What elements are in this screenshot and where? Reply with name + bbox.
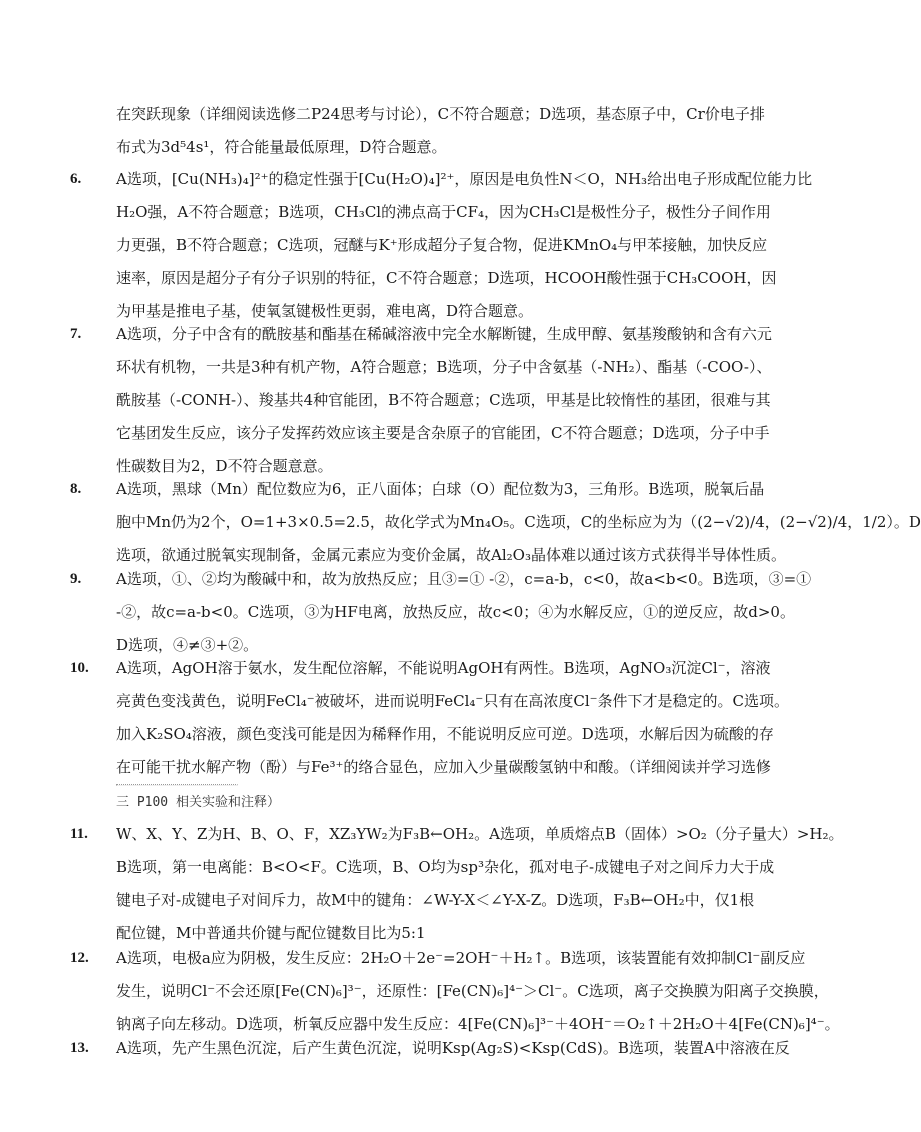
text-line: A选项，①、②均为酸碱中和，故为放热反应；且③=① -②，c=a-b，c<0，故a<b<0。B选项，③=① <box>116 570 812 588</box>
text-line: 加入K₂SO₄溶液，颜色变浅可能是因为稀释作用，不能说明反应可逆。D选项，水解后因为硫酸的存 <box>116 725 774 743</box>
text-line: 环状有机物，一共是3种有机产物，A符合题意；B选项，分子中含氨基（-NH₂）、酯基（-COO-）、 <box>116 358 772 376</box>
item-number: 13. <box>70 1040 89 1056</box>
answer-item-8 <box>70 473 921 572</box>
item-body <box>116 818 844 950</box>
text-line: 力更强，B不符合题意；C选项，冠醚与K⁺形成超分子复合物，促进KMnO₄与甲苯接触，加快反应 <box>116 236 768 254</box>
text-line: A选项，分子中含有的酰胺基和酯基在稀碱溶液中完全水解断键，生成甲醇、氨基羧酸钠和含有六元 <box>116 325 772 343</box>
answer-item-6 <box>70 163 813 328</box>
text-line: A选项，电极a应为阴极，发生反应：2H₂O＋2e⁻=2OH⁻＋H₂↑。B选项，该装置能有效抑制Cl⁻副反应 <box>116 949 806 967</box>
text-line: 布式为3d⁵4s¹，符合能量最低原理，D符合题意。 <box>116 138 447 156</box>
text-line: A选项，先产生黑色沉淀，后产生黄色沉淀，说明Ksp(Ag₂S)<Ksp(CdS)。B选项，装置A中溶液在反 <box>116 1039 790 1057</box>
text-line: 速率，原因是超分子有分子识别的特征，C不符合题意；D选项，HCOOH酸性强于CH₃COOH，因 <box>116 269 777 287</box>
text-line: 钠离子向左移动。D选项，析氧反应器中发生反应：4[Fe(CN)₆]³⁻＋4OH⁻＝O₂↑＋2H₂O＋4[Fe(CN)₆]⁴⁻。 <box>116 1015 840 1033</box>
text-line: 性碳数目为2，D不符合题意意。 <box>116 457 333 475</box>
text-line: 胞中Mn仍为2个，O=1+3×0.5=2.5，故化学式为Mn₄O₅。C选项，C的坐标应为为（(2−√2)/4，(2−√2)/4，1/2）。D <box>116 513 921 531</box>
text-line: 酰胺基（-CONH-）、羧基共4种官能团，B不符合题意；C选项，甲基是比较惰性的基团，很难与其 <box>116 391 771 409</box>
item-body <box>116 163 813 328</box>
text-line: A选项，黑球（Mn）配位数应为6，正八面体；白球（O）配位数为3，三角形。B选项，脱氧后晶 <box>116 480 765 498</box>
text-line: 为甲基是推电子基，使氧氢键极性更弱，难电离，D符合题意。 <box>116 302 534 320</box>
answer-item-11 <box>70 818 844 950</box>
text-line: 键电子对-成键电子对间斥力，故M中的键角：∠W-Y-X＜∠Y-X-Z。D选项，F₃B←OH₂中，仅1根 <box>116 891 755 909</box>
text-line: 配位键，M中普通共价键与配位键数目比为5:1 <box>116 924 426 942</box>
item-body <box>116 652 790 819</box>
text-line: B选项，第一电离能：B<O<F。C选项，B、O均为sp³杂化，孤对电子-成键电子对之间斥力大于成 <box>116 858 775 876</box>
text-line: 在可能干扰水解产物（酚）与Fe³⁺的络合显色，应加入少量碳酸氢钠中和酸。（详细阅读并学习选修 <box>116 758 771 776</box>
item-body <box>116 563 812 662</box>
text-line: 亮黄色变浅黄色，说明FeCl₄⁻被破坏，进而说明FeCl₄⁻只有在高浓度Cl⁻条件下才是稳定的。C选项。 <box>116 692 790 710</box>
item-body <box>116 473 921 572</box>
text-line: 它基团发生反应，该分子发挥药效应该主要是含杂原子的官能团，C不符合题意；D选项，分子中手 <box>116 424 770 442</box>
item-number: 9. <box>70 571 82 587</box>
text-line: -②，故c=a-b<0。C选项，③为HF电离，放热反应，故c<0；④为水解反应，①的逆反应，故d>0。 <box>116 603 795 621</box>
answer-item-12 <box>70 942 840 1041</box>
reference-note: 三 P100 相关实验和注释） <box>116 795 280 810</box>
answer-item-13 <box>70 1032 790 1065</box>
answer-item-continued <box>70 98 765 164</box>
text-line: A选项，AgOH溶于氨水，发生配位溶解，不能说明AgOH有两性。B选项，AgNO₃沉淀Cl⁻，溶液 <box>116 659 771 677</box>
answer-item-9 <box>70 563 812 662</box>
text-line: 发生，说明Cl⁻不会还原[Fe(CN)₆]³⁻，还原性：[Fe(CN)₆]⁴⁻＞Cl⁻。C选项，离子交换膜为阳离子交换膜， <box>116 982 829 1000</box>
item-number: 7. <box>70 326 82 342</box>
item-body <box>116 318 772 483</box>
answer-item-7 <box>70 318 772 483</box>
text-line: W、X、Y、Z为H、B、O、F，XZ₃YW₂为F₃B←OH₂。A选项，单质熔点B（固体）>O₂（分子量大）>H₂。 <box>116 825 844 843</box>
text-line: 选项，欲通过脱氧实现制备，金属元素应为变价金属，故Al₂O₃晶体难以通过该方式获得半导体性质。 <box>116 546 786 564</box>
text-line: D选项，④≠③+②。 <box>116 636 259 654</box>
item-number: 12. <box>70 950 89 966</box>
item-number: 6. <box>70 171 82 187</box>
item-number: 8. <box>70 481 82 497</box>
item-body <box>116 942 840 1041</box>
item-number: 11. <box>70 826 88 842</box>
text-line: H₂O强，A不符合题意；B选项，CH₃Cl的沸点高于CF₄，因为CH₃Cl是极性分子，极性分子间作用 <box>116 203 771 221</box>
text-line: 在突跃现象（详细阅读选修二P24思考与讨论），C不符合题意；D选项，基态原子中，Cr价电子排 <box>116 105 765 123</box>
item-number: 10. <box>70 660 89 676</box>
answer-item-10 <box>70 652 790 819</box>
item-body <box>116 1032 790 1065</box>
item-body <box>116 98 765 164</box>
text-line: A选项，[Cu(NH₃)₄]²⁺的稳定性强于[Cu(H₂O)₄]²⁺，原因是电负性N＜O，NH₃给出电子形成配位能力比 <box>116 170 813 188</box>
